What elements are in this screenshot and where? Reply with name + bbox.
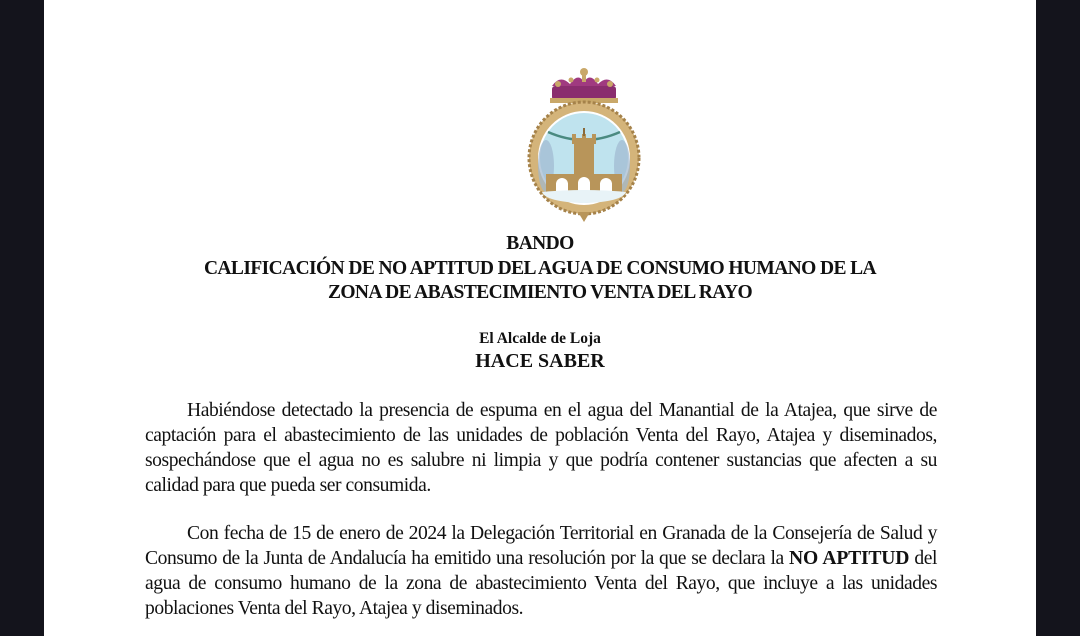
bando-heading: BANDO	[506, 233, 574, 254]
no-aptitud-emphasis: NO APTITUD	[789, 548, 910, 569]
paragraph-2-before: Con fecha de 15 de enero de 2024 la Delegación Territorial en Granada de la Consejería de Salud y Consumo de la Junta de Andalucía ha emitido una resolución por la que se declara la	[145, 523, 937, 569]
paragraph-2-after: del agua de consumo humano de la zona de abastecimiento Venta del Rayo, que incluye a las unidades poblaciones Venta del Rayo, Atajea y diseminados.	[145, 548, 938, 619]
paragraph-1: Habiéndose detectado la presencia de espuma en el agua del Manantial de la Atajea, que sirve de captación para el abastecimiento de las unidades de población Venta del Rayo, Atajea y diseminados, sospechándose que el agua no es salubre ni limpia y que podría contener sustancias que afecten a su calidad para que pueda ser consumida.	[145, 400, 937, 496]
loja-coat-of-arms-icon	[522, 66, 646, 222]
announcement: HACE SABER	[475, 350, 605, 372]
issuer: El Alcalde de Loja	[479, 330, 601, 347]
title-line-2: ZONA DE ABASTECIMIENTO VENTA DEL RAYO	[327, 282, 753, 303]
paragraph-2	[145, 521, 937, 621]
document-page	[44, 0, 1036, 636]
title-line-1: CALIFICACIÓN DE NO APTITUD DEL AGUA DE CONSUMO HUMANO DE LA	[203, 258, 877, 279]
crown-icon	[550, 68, 618, 103]
